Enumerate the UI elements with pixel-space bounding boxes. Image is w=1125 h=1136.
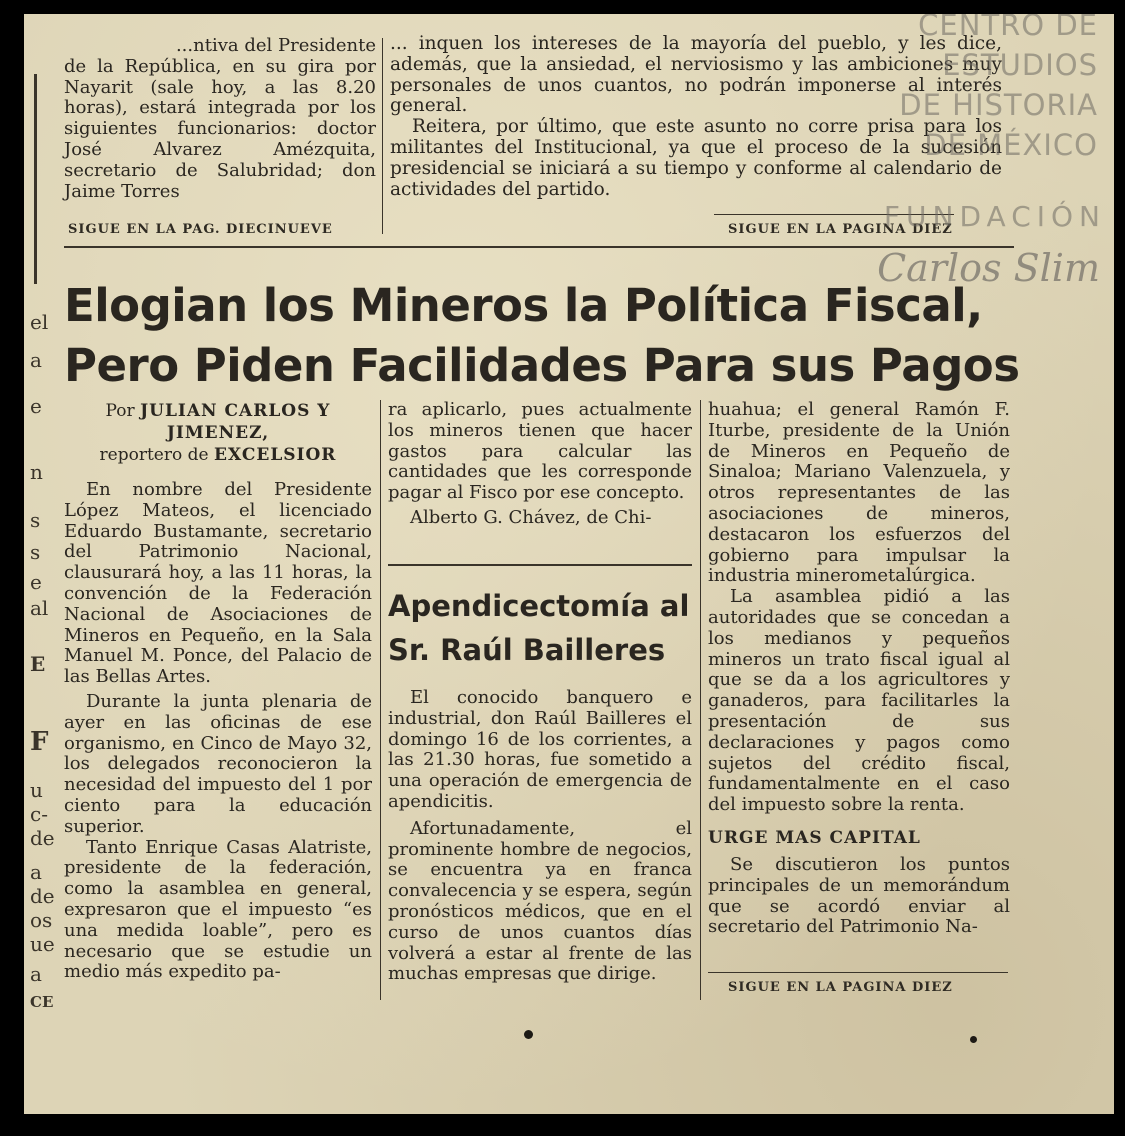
edge-letter: E xyxy=(30,652,46,676)
edge-letter: ue xyxy=(30,932,55,956)
article-paragraph: La asamblea pidió a las autoridades que se concedan a los medianos y pequeños mineros un trato fiscal igual al que se da a los agricultores y ganaderos, para facilitarles la presentación de sus declaraciones y pagos como sujetos del crédito fiscal, fundamentalmente en el caso del impuesto sobre la renta. xyxy=(708,586,1010,816)
watermark-signature: Carlos Slim xyxy=(877,246,1100,290)
article-paragraph: En nombre del Presidente López Mateos, el licenciado Eduardo Bustamante, secretario del Patrimonio Nacional, clausurará hoy, a las 11 horas, la convención de la Federación Nacional de Asociaciones de Mineros en Pequeño, en la Sala Manuel M. Ponce, del Palacio de las Bellas Artes. xyxy=(64,479,372,688)
byline-prefix: Por xyxy=(105,401,135,421)
article-paragraph: Alberto G. Chávez, de Chi- xyxy=(410,506,652,528)
edge-letter: os xyxy=(30,908,53,932)
continued-notice: SIGUE EN LA PAG. DIECINUEVE xyxy=(68,222,333,237)
sidebar-headline-line: Sr. Raúl Bailleres xyxy=(388,633,666,667)
edge-letter: c- xyxy=(30,802,48,826)
edge-letter: a xyxy=(30,962,42,986)
article-column-3 xyxy=(708,400,1010,938)
top-left-paragraph: de la República, en su gira por Nayarit (sale hoy, a las 8.20 horas), estará integrada por los siguientes funcionarios: doctor José Alvarez Amézquita, secretario de Salubridad; don Jaime Torres xyxy=(64,55,376,202)
article-paragraph: ra aplicarlo, pues actualmente los mineros tienen que hacer gastos para calcular las cantidades que les corresponde pagar al Fisco por ese concepto. xyxy=(388,399,692,504)
watermark-line: DE MÉXICO xyxy=(924,128,1098,162)
article-paragraph: Se discutieron los puntos principales de un memorándum que se acordó enviar al secretario del Patrimonio Na- xyxy=(708,853,1010,938)
byline-paper: EXCELSIOR xyxy=(213,445,337,465)
continued-notice: SIGUE EN LA PAGINA DIEZ xyxy=(728,222,953,237)
top-left-cut-line: ...ntiva del Presidente xyxy=(175,35,376,56)
edge-letter: de xyxy=(30,826,55,850)
sidebar-divider xyxy=(388,564,692,566)
watermark-line: DE HISTORIA xyxy=(899,88,1098,122)
edge-letter: a xyxy=(30,860,42,884)
headline-line: Elogian los Mineros la Política Fiscal, xyxy=(64,279,983,332)
sidebar-paragraph: Afortunadamente, el prominente hombre de negocios, se encuentra ya en franca convalecencia y se espera, según pronósticos médicos, que en el curso de unos cuantos días volverá a estar al frente de las muchas empresas que dirige. xyxy=(388,817,692,985)
edge-letter: e xyxy=(30,570,42,594)
byline-name: JULIAN CARLOS Y JIMENEZ, xyxy=(140,401,331,443)
edge-letter: e xyxy=(30,394,42,418)
watermark-foundation: FUNDACIÓN xyxy=(883,200,1106,233)
article-paragraph: Tanto Enrique Casas Alatriste, presidente de la federación, como la asamblea en general, expresaron que el impuesto “es una medida loable”, pero es necesario que se estudie un medio más expedito pa- xyxy=(64,836,372,983)
article-paragraph: huahua; el general Ramón F. Iturbe, presidente de la Unión de Mineros en Pequeño de Sinaloa; Mariano Valenzuela, y otros representantes de las asociaciones de mineros, destacaron los esfuerzos del gobierno para impulsar la industria minerometalúrgica. xyxy=(708,399,1010,587)
top-left-column xyxy=(64,36,376,202)
sidebar-headline-line: Apendicectomía al xyxy=(388,589,690,623)
column-rule xyxy=(382,38,383,234)
sidebar-paragraph: El conocido banquero e industrial, don Raúl Bailleres el domingo 16 de los corrientes, a las 21.30 horas, fue sometido a una operación de emergencia de apendicitis. xyxy=(388,687,692,812)
byline-role: reportero de xyxy=(99,445,209,465)
top-right-paragraph: Reitera, por último, que este asunto no corre prisa para los militantes del Institucional, ya que el proceso de la sucesión presidencial se iniciará a su tiempo y conforme al calendario de actividades del partido. xyxy=(390,116,1002,200)
ink-speck xyxy=(524,1030,533,1039)
edge-letter: F xyxy=(30,727,49,757)
edge-letter: de xyxy=(30,884,55,908)
column-rule xyxy=(700,400,701,1000)
watermark-line: ESTUDIOS xyxy=(942,48,1098,82)
edge-letter: al xyxy=(30,596,49,620)
left-edge-rule xyxy=(34,74,37,284)
headline-line: Pero Piden Facilidades Para sus Pagos xyxy=(64,339,1020,392)
top-right-paragraph: ... inquen los intereses de la mayoría del pueblo, y les dice, además, que la ansiedad, el nerviosismo y las ambiciones muy personales de unos cuantos, no podrán imponerse al interés general. xyxy=(390,33,1002,117)
article-paragraph: Durante la junta plenaria de ayer en las oficinas de ese organismo, en Cinco de Mayo 32, los delegados reconocieron la necesidad del impuesto del 1 por ciento para la educación superior. xyxy=(64,690,372,837)
edge-letter: s xyxy=(30,508,41,532)
edge-letter: n xyxy=(30,460,43,484)
edge-letter: u xyxy=(30,778,43,802)
sidebar-headline xyxy=(388,584,692,672)
edge-letter: s xyxy=(30,540,41,564)
byline xyxy=(64,400,372,466)
article-column-1 xyxy=(64,400,372,983)
continued-rule xyxy=(708,972,1008,973)
article-subhead: URGE MAS CAPITAL xyxy=(708,827,921,848)
ink-speck xyxy=(970,1036,977,1043)
article-column-2 xyxy=(388,400,692,529)
adjacent-column-fragment xyxy=(24,14,54,1114)
continued-notice: SIGUE EN LA PAGINA DIEZ xyxy=(728,980,953,995)
edge-letter: a xyxy=(30,348,42,372)
column-rule xyxy=(380,400,381,1000)
edge-letter: CE xyxy=(30,993,54,1011)
watermark-line: CENTRO DE xyxy=(918,14,1098,42)
newspaper-clipping xyxy=(24,14,1114,1114)
edge-letter: el xyxy=(30,310,49,334)
sidebar-story-body xyxy=(388,688,692,985)
